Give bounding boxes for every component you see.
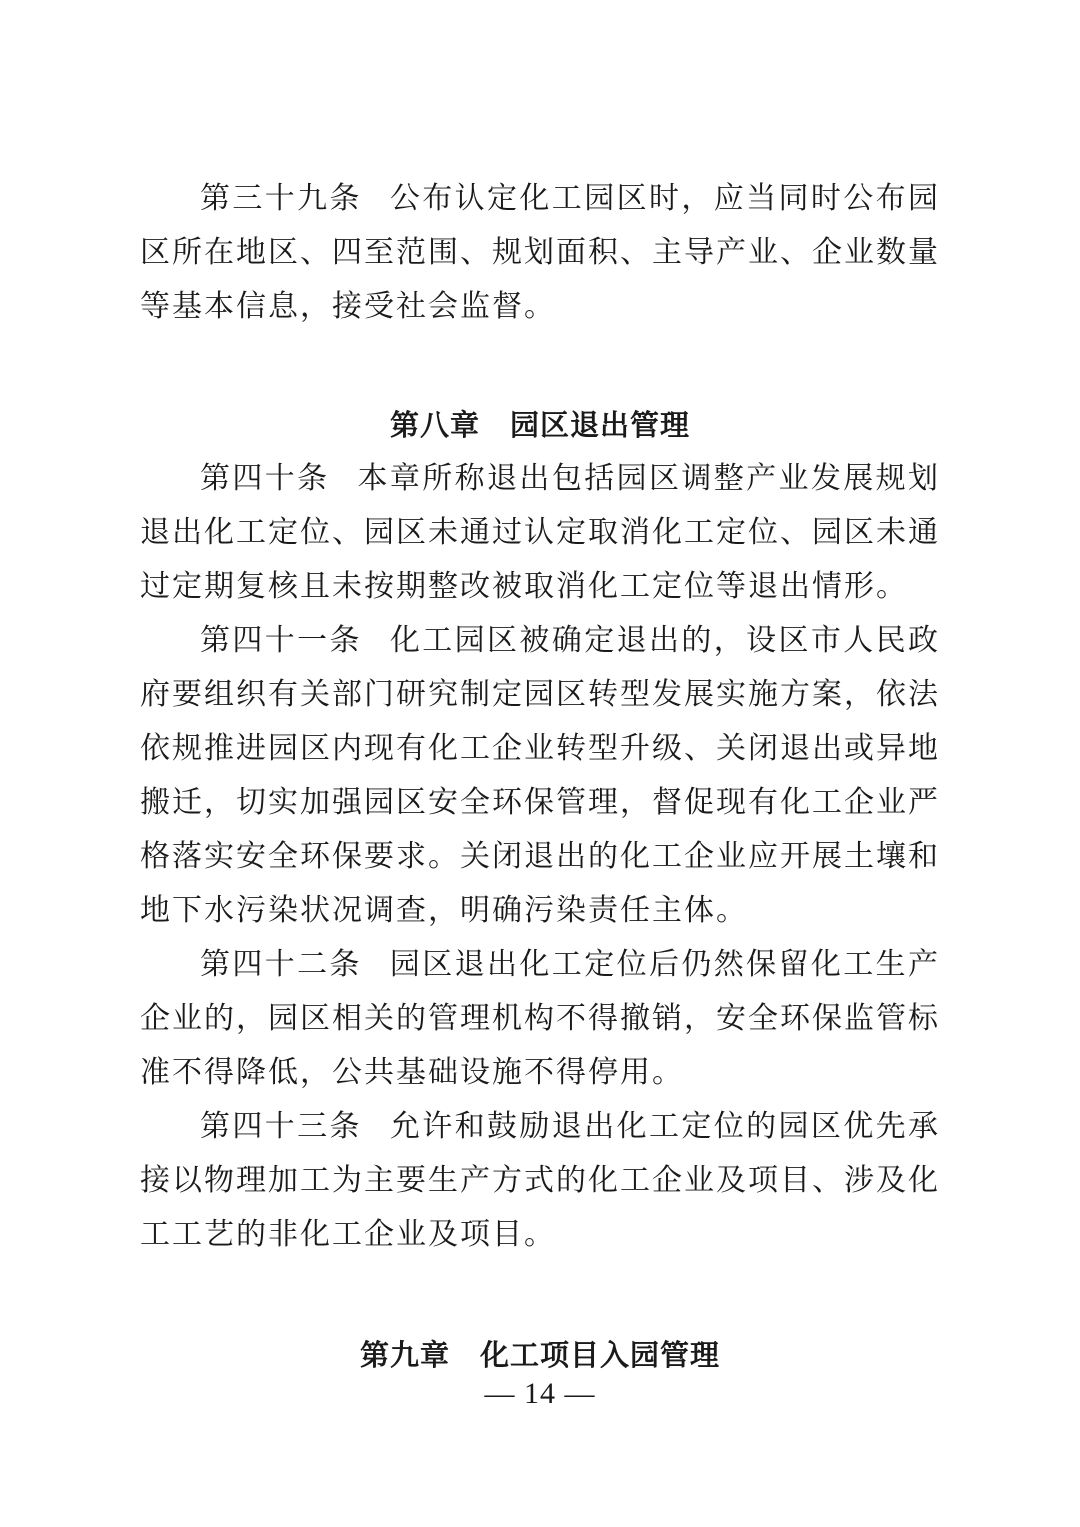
article-number: 第四十三条 [200, 1109, 362, 1144]
article-40 [140, 452, 940, 614]
article-43 [140, 1100, 940, 1262]
article-39 [140, 172, 940, 334]
article-number: 第四十条 [200, 461, 330, 496]
article-number: 第三十九条 [200, 181, 362, 216]
page-number: — 14 — [484, 1377, 596, 1410]
chapter-8-heading [140, 398, 940, 452]
page-content [140, 172, 940, 1382]
article-42 [140, 938, 940, 1100]
article-text: 化工园区被确定退出的，设区市人民政府要组织有关部门研究制定园区转型发展实施方案，依法依规推进园区内现有化工企业转型升级、关闭退出或异地搬迁，切实加强园区安全环保管理，督促现有化工企业严格落实安全环保要求。关闭退出的化工企业应开展土壤和地下水污染状况调查，明确污染责任主体。 [140, 623, 941, 928]
article-41 [140, 614, 940, 938]
chapter-title: 园区退出管理 [510, 408, 691, 442]
chapter-number: 第九章 [359, 1338, 450, 1372]
article-text: 本章所称退出包括园区调整产业发展规划退出化工定位、园区未通过认定取消化工定位、园区未通过定期复核且未按期整改被取消化工定位等退出情形。 [140, 461, 941, 604]
article-text: 园区退出化工定位后仍然保留化工生产企业的，园区相关的管理机构不得撤销，安全环保监管标准不得降低，公共基础设施不得停用。 [140, 947, 941, 1090]
article-number: 第四十二条 [200, 947, 362, 982]
chapter-number: 第八章 [389, 408, 480, 442]
chapter-title: 化工项目入园管理 [480, 1338, 721, 1372]
article-text: 公布认定化工园区时，应当同时公布园区所在地区、四至范围、规划面积、主导产业、企业数量等基本信息，接受社会监督。 [140, 181, 941, 324]
article-text: 允许和鼓励退出化工定位的园区优先承接以物理加工为主要生产方式的化工企业及项目、涉及化工工艺的非化工企业及项目。 [140, 1109, 941, 1252]
article-number: 第四十一条 [200, 623, 362, 658]
